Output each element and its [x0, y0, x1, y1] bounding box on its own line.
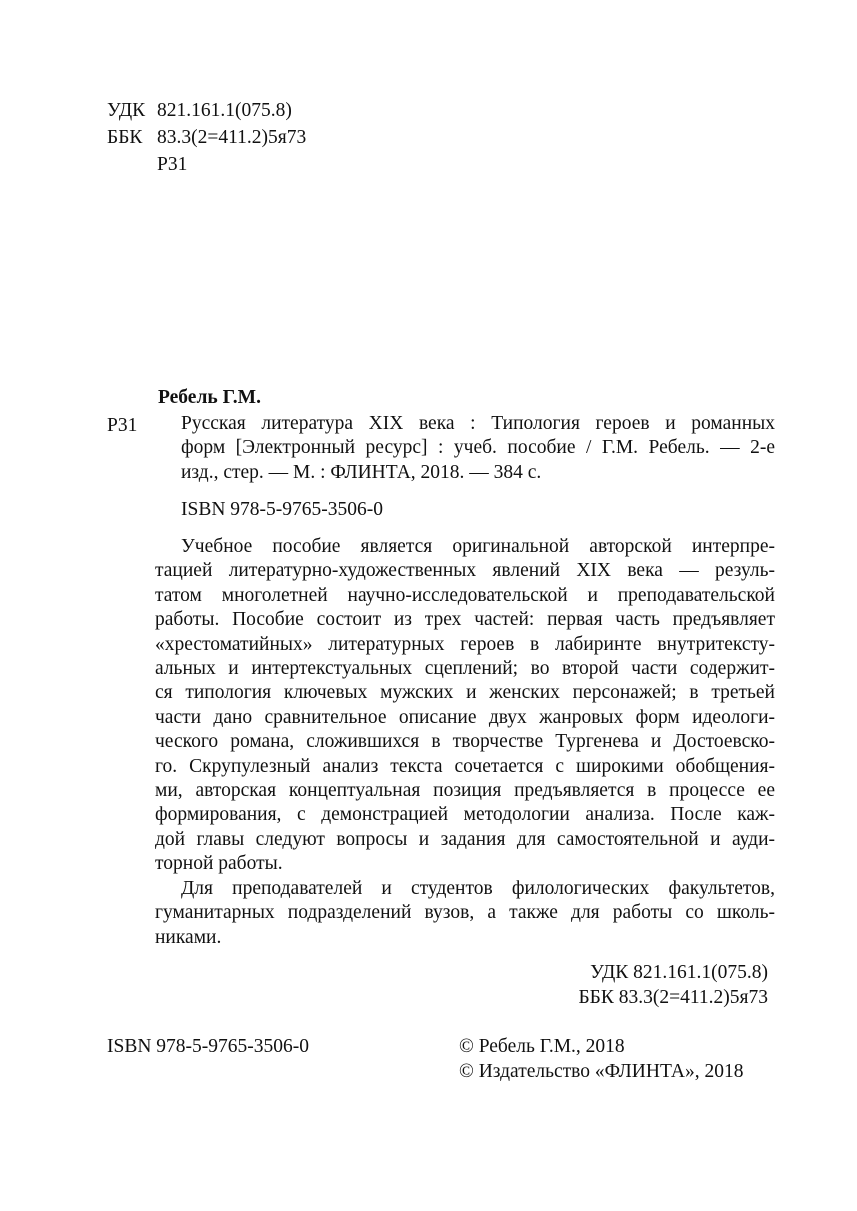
- header-bbk: [107, 128, 306, 148]
- abstract-line: «хрестоматийных» литературных героев в лабиринте внутритексту-: [155, 633, 775, 655]
- abstract-line: альных и интертекстуальных сцеплений; во второй части содержит-: [155, 658, 775, 680]
- header-udk-label: УДК: [107, 100, 146, 121]
- abstract-paragraph-1: [155, 535, 775, 877]
- record-author: Ребель Г.М.: [158, 387, 261, 408]
- abstract-line: Учебное пособие является оригинальной авторской интерпре-: [181, 536, 775, 557]
- copyright-publisher: © Издательство «ФЛИНТА», 2018: [459, 1061, 744, 1082]
- abstract-line: татом многолетней научно-исследовательской и преподавательской: [155, 584, 775, 606]
- record-line: изд., стер. — М. : ФЛИНТА, 2018. — 384 с.: [181, 461, 542, 483]
- abstract-line: тацией литературно-художественных явлений XIX века — резуль-: [155, 560, 775, 582]
- abstract-paragraph-2: [155, 877, 775, 950]
- record-code: Р31: [107, 415, 138, 436]
- abstract-line: части дано сравнительное описание двух жанровых форм идеологи-: [155, 706, 775, 728]
- classification-bbk: ББК 83.3(2=411.2)5я73: [578, 987, 768, 1008]
- copyright-author: © Ребель Г.М., 2018: [459, 1036, 625, 1057]
- record-line: форм [Электронный ресурс] : учеб. пособие / Г.М. Ребель. — 2-е: [181, 437, 775, 459]
- record-isbn: ISBN 978-5-9765-3506-0: [181, 499, 384, 520]
- abstract-line: никами.: [155, 926, 222, 948]
- abstract-line: гуманитарных подразделений вузов, а также для работы со школь-: [155, 902, 775, 924]
- header-udk-value: 821.161.1(075.8): [157, 100, 292, 121]
- header-bbk-value: 83.3(2=411.2)5я73: [157, 127, 307, 148]
- abstract-line: Для преподавателей и студентов филологических факультетов,: [181, 878, 775, 899]
- abstract-line: формирования, с демонстрацией методологии анализа. После каж-: [155, 804, 775, 826]
- abstract-line: работы. Пособие состоит из трех частей: первая часть предъявляет: [155, 609, 775, 631]
- record-description: [181, 412, 775, 485]
- abstract-line: торной работы.: [155, 853, 283, 875]
- abstract-line: ческого романа, сложившихся в творчестве Тургенева и Достоевско-: [155, 731, 775, 753]
- header-author-mark: Р31: [157, 154, 188, 175]
- record-line: Русская литература XIX века : Типология героев и романных: [181, 413, 775, 434]
- abstract-line: ми, авторская концептуальная позиция предъявляется в процессе ее: [155, 780, 775, 802]
- header-bbk-label: ББК: [107, 127, 143, 148]
- abstract-line: го. Скрупулезный анализ текста сочетается с широкими обобщения-: [155, 755, 775, 777]
- abstract-line: дой главы следуют вопросы и задания для самостоятельной и ауди-: [155, 828, 775, 850]
- classification-udk: УДК 821.161.1(075.8): [590, 962, 768, 983]
- header-udk: [107, 101, 292, 121]
- footer-isbn: ISBN 978-5-9765-3506-0: [107, 1036, 310, 1057]
- abstract-line: ся типология ключевых мужских и женских персонажей; в третьей: [155, 682, 775, 704]
